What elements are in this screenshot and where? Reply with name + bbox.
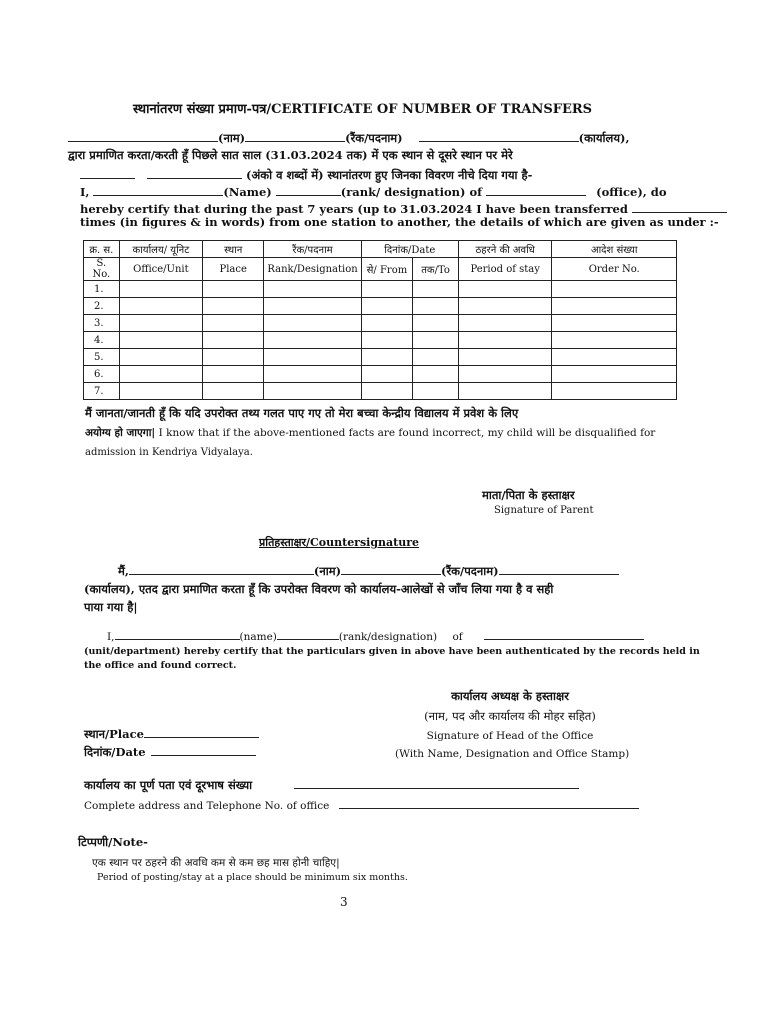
cell[interactable]: [264, 281, 361, 298]
hindi-intro-line1: [68, 130, 629, 146]
hindi-name-label: (नाम): [218, 131, 246, 145]
cell[interactable]: [203, 349, 264, 366]
col-from: से/ From: [361, 258, 413, 281]
counter-en-i-label: I,: [107, 631, 115, 643]
cell[interactable]: [203, 298, 264, 315]
english-office-blank[interactable]: [486, 184, 586, 196]
date-row: [84, 744, 256, 760]
cell[interactable]: [552, 383, 677, 400]
cell[interactable]: [264, 349, 361, 366]
table-row: [84, 383, 677, 400]
table-header-row-hi: [84, 241, 677, 258]
place-row: [84, 726, 259, 742]
hindi-intro-line3: [80, 167, 532, 183]
transfers-count-blank[interactable]: [632, 201, 727, 213]
cell[interactable]: [264, 315, 361, 332]
cell[interactable]: [264, 383, 361, 400]
col-office-hi: कार्यालय/ यूनिट: [119, 241, 202, 258]
address-hi-label: कार्यालय का पूर्ण पता एवं दूरभाष संख्या: [84, 778, 253, 792]
row-number: 1.: [84, 281, 120, 298]
head-signature-en1: Signature of Head of the Office: [426, 730, 594, 742]
cell[interactable]: [119, 383, 202, 400]
col-date-hi: दिनांक/Date: [361, 241, 458, 258]
cell[interactable]: [361, 366, 413, 383]
note-en: Period of posting/stay at a place should be minimum six months.: [97, 872, 408, 883]
declaration-line3: admission in Kendriya Vidyalaya.: [85, 447, 253, 458]
counter-name-label: (नाम): [313, 564, 342, 578]
row-number: 5.: [84, 349, 120, 366]
counter-en-name-label: (name): [239, 631, 277, 643]
english-name-blank[interactable]: [93, 184, 223, 196]
counter-name-blank[interactable]: [129, 563, 314, 575]
english-intro-line3: times (in figures & in words) from one station to another, the details of which are given as under :-: [80, 215, 719, 229]
table-row: [84, 298, 677, 315]
note-hi: एक स्थान पर ठहरने की अवधि कम से कम छह मास होनी चाहिए|: [92, 857, 340, 869]
counter-en-unit-blank[interactable]: [484, 628, 644, 640]
row-number: 3.: [84, 315, 120, 332]
table-row: [84, 332, 677, 349]
english-office-label: (office), do: [596, 185, 667, 199]
address-en-label: Complete address and Telephone No. of office: [84, 800, 330, 812]
cell[interactable]: [458, 332, 551, 349]
row-number: 2.: [84, 298, 120, 315]
cell[interactable]: [552, 281, 677, 298]
count-blank-1[interactable]: [80, 167, 135, 179]
counter-en-name-blank[interactable]: [115, 628, 240, 640]
hindi-intro-line3-text: (अंको व शब्दों में) स्थानांतरण हुए जिनका विवरण नीचे दिया गया है-: [246, 168, 533, 182]
cell[interactable]: [552, 349, 677, 366]
col-sno-hi: क्र. स.: [84, 241, 120, 258]
col-rank-hi: रैंक/पदनाम: [264, 241, 361, 258]
cell[interactable]: [458, 281, 551, 298]
col-to: तक/To: [413, 258, 459, 281]
parent-signature-en: Signature of Parent: [494, 505, 594, 516]
cell[interactable]: [119, 298, 202, 315]
cell[interactable]: [264, 298, 361, 315]
col-office-en: Office/Unit: [119, 258, 202, 281]
head-signature-hi2: (नाम, पद और कार्यालय की मोहर सहित): [424, 709, 596, 723]
col-rank-en: Rank/Designation: [264, 258, 361, 281]
cell[interactable]: [361, 298, 413, 315]
col-order-en: Order No.: [552, 258, 677, 281]
counter-en-line3: the office and found correct.: [84, 660, 237, 671]
date-label: दिनांक/Date: [84, 745, 146, 759]
cell[interactable]: [361, 383, 413, 400]
countersignature-heading: प्रतिहस्ताक्षर/Countersignature: [259, 536, 420, 549]
cell[interactable]: [413, 366, 459, 383]
table-row: [84, 349, 677, 366]
counter-en-of-label: of: [452, 631, 463, 643]
counter-en-rank-label: (rank/designation): [338, 631, 438, 643]
cell[interactable]: [119, 281, 202, 298]
row-number: 7.: [84, 383, 120, 400]
table-row: [84, 281, 677, 298]
parent-signature-hi: माता/पिता के हस्ताक्षर: [482, 488, 575, 502]
english-i-label: I,: [80, 185, 90, 199]
english-intro-line2: [80, 201, 727, 216]
cell[interactable]: [552, 315, 677, 332]
cell[interactable]: [413, 298, 459, 315]
english-rank-blank[interactable]: [276, 184, 341, 196]
table-row: [84, 315, 677, 332]
cell[interactable]: [552, 298, 677, 315]
hindi-rank-label: (रैंक/पदनाम): [345, 131, 403, 145]
head-signature-en2: (With Name, Designation and Office Stamp): [395, 748, 630, 760]
name-blank[interactable]: [68, 130, 218, 142]
english-intro-line1: [80, 184, 667, 199]
declaration-line2-hi: अयोग्य हो जाएगा|: [85, 427, 156, 439]
counter-hi-line2: (कार्यालय), एतद द्वारा प्रमाणित करता हूँ कि उपरोक्त विवरण को कार्यालय-आलेखों से जाँच लिया गया है व सही: [84, 582, 554, 596]
cell[interactable]: [119, 349, 202, 366]
cell[interactable]: [458, 315, 551, 332]
cell[interactable]: [361, 315, 413, 332]
counter-me-label: मैं,: [118, 564, 129, 578]
cell[interactable]: [203, 383, 264, 400]
declaration-line2-en: I know that if the above-mentioned facts are found incorrect, my child will be disqualified for: [158, 427, 656, 439]
counter-en-line1: [107, 628, 644, 643]
col-place-en: Place: [203, 258, 264, 281]
english-rank-label: (rank/ designation) of: [340, 185, 483, 199]
cell[interactable]: [552, 332, 677, 349]
cell[interactable]: [458, 366, 551, 383]
declaration-line2: [85, 426, 655, 440]
cell[interactable]: [119, 332, 202, 349]
cell[interactable]: [361, 349, 413, 366]
declaration-line1: मैं जानता/जानती हूँ कि यदि उपरोक्त तथ्य गलत पाए गए तो मेरा बच्चा केन्द्रीय विद्यालय में प्रवेश के लिए: [85, 406, 519, 420]
transfers-table: [83, 240, 677, 400]
row-number: 4.: [84, 332, 120, 349]
cell[interactable]: [413, 383, 459, 400]
date-blank[interactable]: [151, 744, 256, 756]
counter-hi-line1: [118, 563, 619, 579]
cell[interactable]: [264, 332, 361, 349]
row-number: 6.: [84, 366, 120, 383]
page-number: 3: [340, 895, 348, 909]
note-heading: टिप्पणी/Note-: [78, 835, 148, 849]
cell[interactable]: [413, 349, 459, 366]
cell[interactable]: [458, 298, 551, 315]
table-header-row-en: [84, 258, 677, 281]
counter-rank-blank[interactable]: [341, 563, 441, 575]
page-title: स्थानांतरण संख्या प्रमाण-पत्र/CERTIFICATE OF NUMBER OF TRANSFERS: [133, 102, 593, 117]
cell[interactable]: [413, 315, 459, 332]
address-row-en: [84, 797, 639, 812]
counter-office-blank[interactable]: [499, 563, 619, 575]
counter-hi-line3: पाया गया है|: [84, 600, 138, 614]
address-blank-2[interactable]: [339, 797, 639, 809]
office-blank[interactable]: [419, 130, 579, 142]
cell[interactable]: [361, 281, 413, 298]
hindi-intro-line2: द्वारा प्रमाणित करता/करती हूँ पिछले सात साल (31.03.2024 तक) में एक स्थान से दूसरे स्थान पर मेरे: [68, 148, 513, 162]
col-place-hi: स्थान: [203, 241, 264, 258]
cell[interactable]: [203, 281, 264, 298]
address-row-hi: [84, 777, 579, 793]
counter-en-rank-blank[interactable]: [277, 628, 339, 640]
cell[interactable]: [413, 332, 459, 349]
address-blank-1[interactable]: [294, 777, 579, 789]
hindi-office-label: (कार्यालय),: [578, 131, 630, 145]
rank-blank[interactable]: [245, 130, 345, 142]
cell[interactable]: [458, 349, 551, 366]
cell[interactable]: [203, 366, 264, 383]
cell[interactable]: [203, 332, 264, 349]
counter-rank-label: (रैंक/पदनाम): [441, 564, 499, 578]
place-label: स्थान/Place: [84, 727, 144, 741]
cell[interactable]: [264, 366, 361, 383]
count-blank-2[interactable]: [147, 167, 242, 179]
table-row: [84, 366, 677, 383]
cell[interactable]: [413, 281, 459, 298]
cell[interactable]: [361, 332, 413, 349]
place-blank[interactable]: [144, 726, 259, 738]
col-period-hi: ठहरने की अवधि: [458, 241, 551, 258]
cell[interactable]: [458, 383, 551, 400]
cell[interactable]: [119, 366, 202, 383]
head-signature-hi1: कार्यालय अध्यक्ष के हस्ताक्षर: [451, 689, 569, 703]
counter-en-line2: (unit/department) hereby certify that the particulars given in above have been authenticated by the records held in: [84, 646, 700, 657]
cell[interactable]: [552, 366, 677, 383]
col-order-hi: आदेश संख्या: [552, 241, 677, 258]
english-intro-line2-text: hereby certify that during the past 7 years (up to 31.03.2024 I have been transferred: [80, 202, 628, 216]
english-name-label: (Name): [223, 185, 272, 199]
cell[interactable]: [203, 315, 264, 332]
col-period-en: Period of stay: [458, 258, 551, 281]
cell[interactable]: [119, 315, 202, 332]
col-sno-en: S. No.: [84, 258, 120, 281]
